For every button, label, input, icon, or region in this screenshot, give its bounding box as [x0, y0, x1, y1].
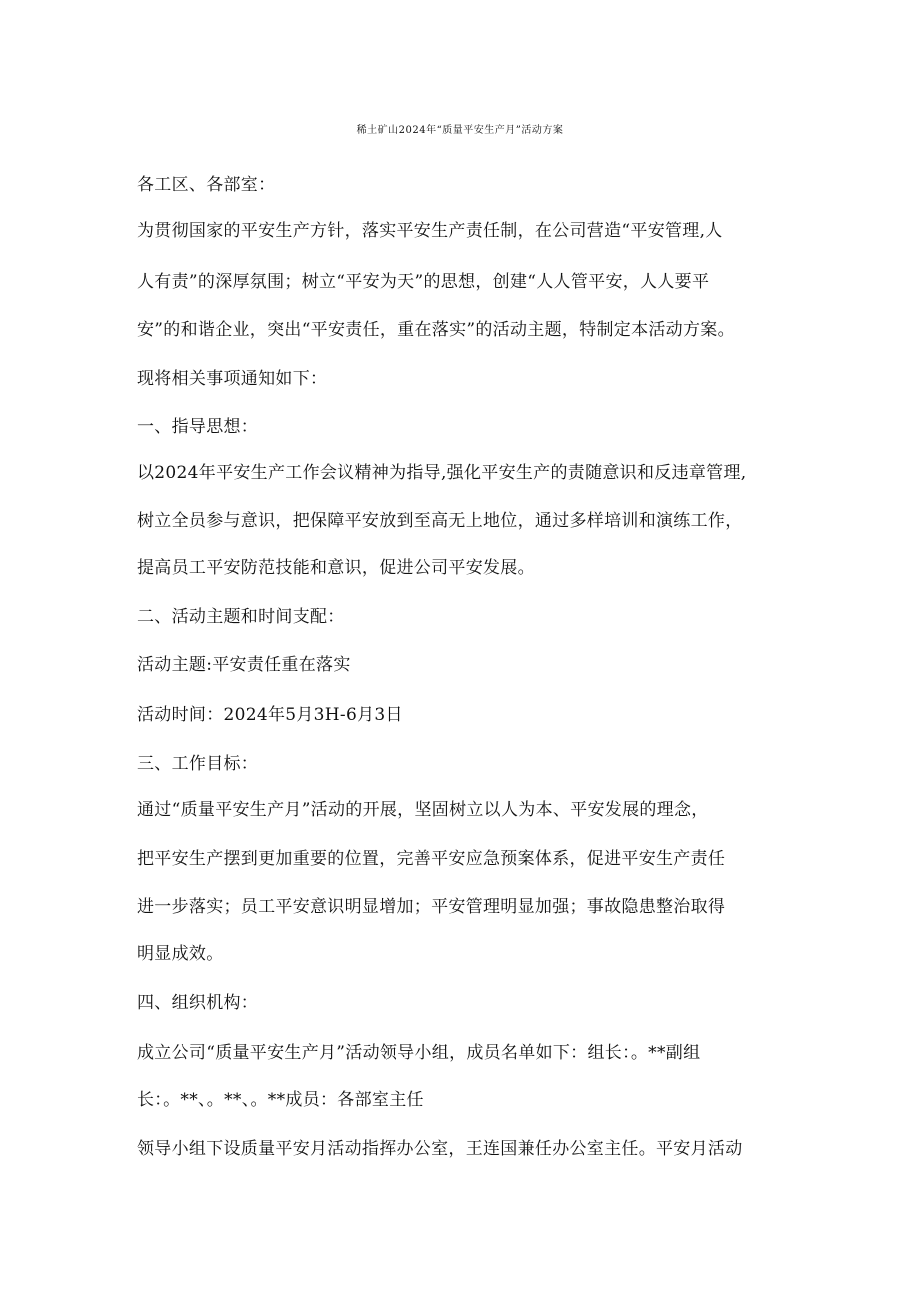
section4-heading: 四、组织机构： [137, 993, 259, 1013]
section1-line-1: 以2024年平安生产工作会议精神为指导,强化平安生产的责随意识和反违章管理, [137, 463, 747, 483]
intro-line-2: 人有责”的深厚氛围；树立“平安为天”的思想，创建“人人管平安，人人要平 [137, 272, 710, 292]
section3-line-3: 进一步落实；员工平安意识明显增加；平安管理明显加强；事故隐患整治取得 [137, 897, 726, 917]
section1-line-3: 提高员工平安防范技能和意识，促进公司平安发展。 [137, 558, 535, 578]
intro-line-1: 为贯彻国家的平安生产方针，落实平安生产责任制，在公司营造“平安管理,人 [137, 221, 723, 241]
section1-line-2: 树立全员参与意识，把保障平安放到至高无上地位，通过多样培训和演练工作， [137, 511, 743, 531]
section3-line-1: 通过“质量平安生产月”活动的开展，坚固树立以人为本、平安发展的理念， [137, 800, 709, 820]
intro-line-3: 安”的和谐企业，突出“平安责任，重在落实”的活动主题，特制定本活动方案。 [137, 320, 735, 340]
document-title: 稀土矿山2024年“质量平安生产月”活动方案 [356, 125, 564, 136]
section3-heading: 三、工作目标： [137, 754, 259, 774]
salutation: 各工区、各部室： [137, 175, 276, 195]
section3-line-4: 明显成效。 [137, 944, 224, 964]
intro-line-4: 现将相关事项通知如下： [137, 369, 328, 389]
activity-time: 活动时间：2024年5月3H-6月3日 [137, 705, 403, 725]
section3-line-2: 把平安生产摆到更加重要的位置，完善平安应急预案体系，促进平安生产责任 [137, 849, 726, 869]
section4-line-2: 长：。**、。**、。**成员：各部室主任 [137, 1090, 424, 1110]
section2-heading: 二、活动主题和时间支配： [137, 607, 345, 627]
section4-line-3: 领导小组下设质量平安月活动指挥办公室，王连国兼任办公室主任。平安月活动 [137, 1139, 743, 1159]
section1-heading: 一、指导思想： [137, 417, 259, 437]
activity-theme: 活动主题:平安责任重在落实 [137, 655, 351, 675]
section4-line-1: 成立公司“质量平安生产月”活动领导小组，成员名单如下：组长：。**副组 [137, 1043, 701, 1063]
